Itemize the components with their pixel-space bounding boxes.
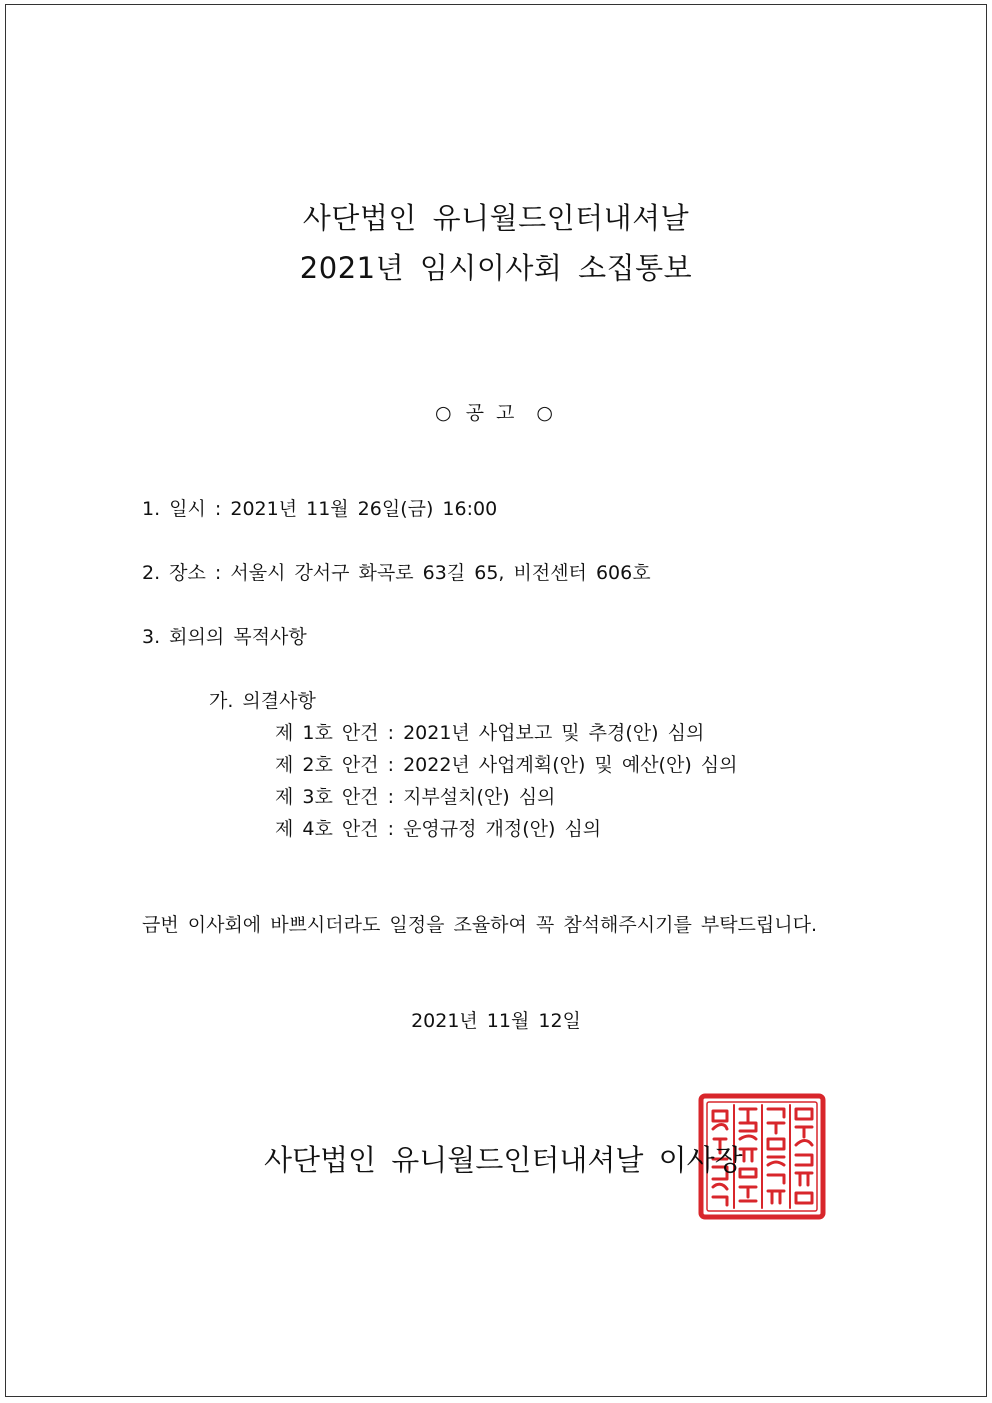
agenda-item-3: 제 3호 안건 : 지부설치(안) 심의 [275,786,556,808]
attendance-request: 금번 이사회에 바쁘시더라도 일정을 조율하여 꼭 참석해주시기를 부탁드립니다. [142,914,817,936]
item-place: 2. 장소 : 서울시 강서구 화곡로 63길 65, 비전센터 606호 [142,562,651,584]
document-title-line-2: 2021년 임시이사회 소집통보 [299,251,693,285]
circle-mark-right: ○ [536,402,557,424]
document-title-line-1: 사단법인 유니월드인터내셔날 [302,201,690,235]
agenda-item-1: 제 1호 안건 : 2021년 사업보고 및 추경(안) 심의 [275,722,705,744]
item-datetime: 1. 일시 : 2021년 11월 26일(금) 16:00 [142,498,498,520]
signature-line: 사단법인 유니월드인터내셔날 이사장 [264,1143,743,1177]
circle-mark-left: ○ [435,402,456,424]
issue-date: 2021년 11월 12일 [411,1010,581,1032]
resolutions-heading: 가. 의결사항 [209,690,316,712]
agenda-item-4: 제 4호 안건 : 운영규정 개정(안) 심의 [275,818,602,840]
official-seal-stamp [698,1093,826,1220]
notice-heading [0,398,992,425]
item-purpose: 3. 회의의 목적사항 [142,626,307,648]
notice-word: 공고 [465,402,527,424]
agenda-item-2: 제 2호 안건 : 2022년 사업계획(안) 및 예산(안) 심의 [275,754,738,776]
